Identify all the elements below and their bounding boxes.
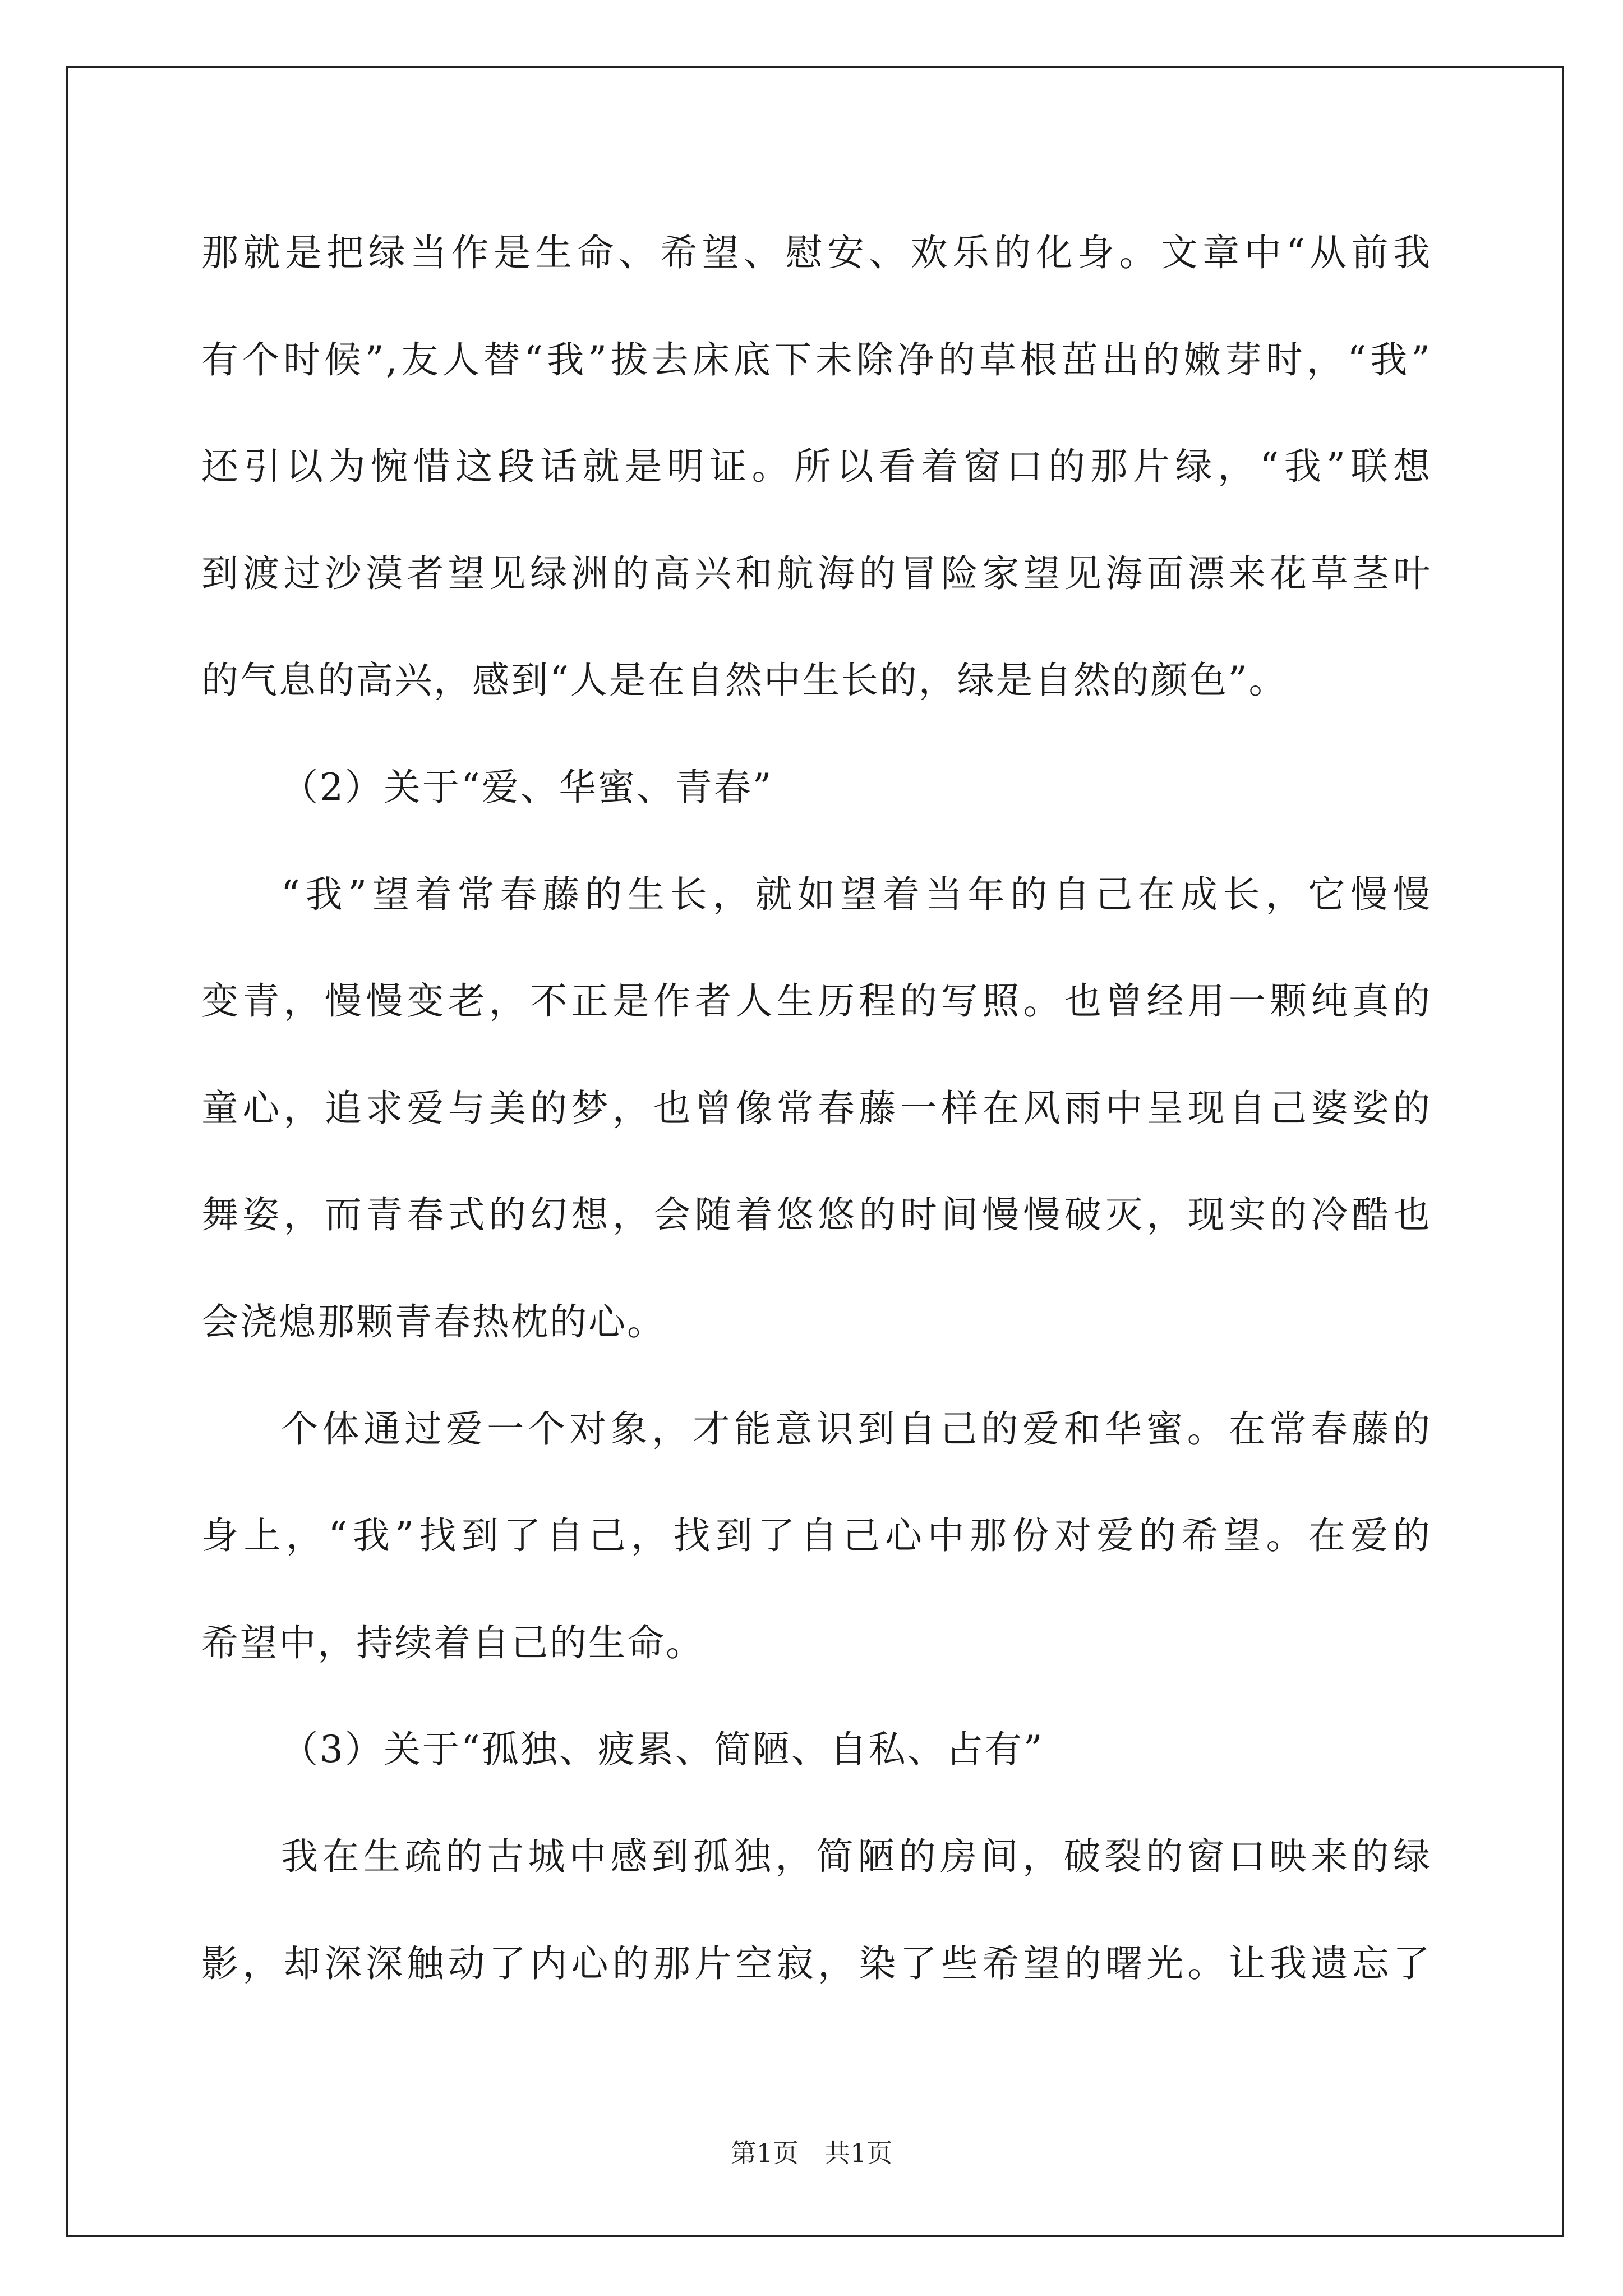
text-line: 有个时候”,友人替“我”拔去床底下未除净的草根茁出的嫩芽时，“我” bbox=[201, 338, 1432, 381]
document-body bbox=[201, 200, 1432, 2017]
section-heading: （3）关于“孤独、疲累、简陋、自私、占有” bbox=[281, 1728, 1044, 1772]
text-line: 到渡过沙漠者望见绿洲的高兴和航海的冒险家望见海面漂来花草茎叶 bbox=[201, 551, 1432, 595]
text-line: 舞姿，而青春式的幻想，会随着悠悠的时间慢慢破灭，现实的冷酷也 bbox=[201, 1193, 1432, 1237]
text-line: 变青，慢慢变老，不正是作者人生历程的写照。也曾经用一颗纯真的 bbox=[201, 979, 1432, 1023]
text-line: 希望中，持续着自己的生命。 bbox=[201, 1621, 704, 1664]
paragraph bbox=[201, 1803, 1432, 2017]
text-line: 那就是把绿当作是生命、希望、慰安、欢乐的化身。文章中“从前我 bbox=[201, 231, 1432, 274]
paragraph bbox=[201, 1376, 1432, 1697]
text-line: 影，却深深触动了内心的那片空寂，染了些希望的曙光。让我遗忘了 bbox=[201, 1941, 1432, 1985]
text-line: 我在生疏的古城中感到孤独，简陋的房间，破裂的窗口映来的绿 bbox=[281, 1834, 1432, 1878]
text-line: 童心，追求爱与美的梦，也曾像常春藤一样在风雨中呈现自己婆娑的 bbox=[201, 1086, 1432, 1130]
section-heading: （2）关于“爱、华蜜、青春” bbox=[281, 765, 773, 809]
text-line: 身上，“我”找到了自己，找到了自己心中那份对爱的希望。在爱的 bbox=[201, 1514, 1432, 1558]
text-line: 个体通过爱一个对象，才能意识到自己的爱和华蜜。在常春藤的 bbox=[281, 1407, 1432, 1451]
text-line: 还引以为惋惜这段话就是明证。所以看着窗口的那片绿，“我”联想 bbox=[201, 445, 1432, 489]
paragraph bbox=[201, 200, 1432, 734]
paragraph bbox=[201, 841, 1432, 1376]
text-line: “我”望着常春藤的生长，就如望着当年的自己在成长，它慢慢 bbox=[281, 872, 1432, 916]
text-line: 会浇熄那颗青春热枕的心。 bbox=[201, 1300, 666, 1343]
text-line: 的气息的高兴，感到“人是在自然中生长的，绿是自然的颜色”。 bbox=[201, 659, 1288, 702]
page-footer: 第1页 共1页 bbox=[730, 2138, 893, 2168]
